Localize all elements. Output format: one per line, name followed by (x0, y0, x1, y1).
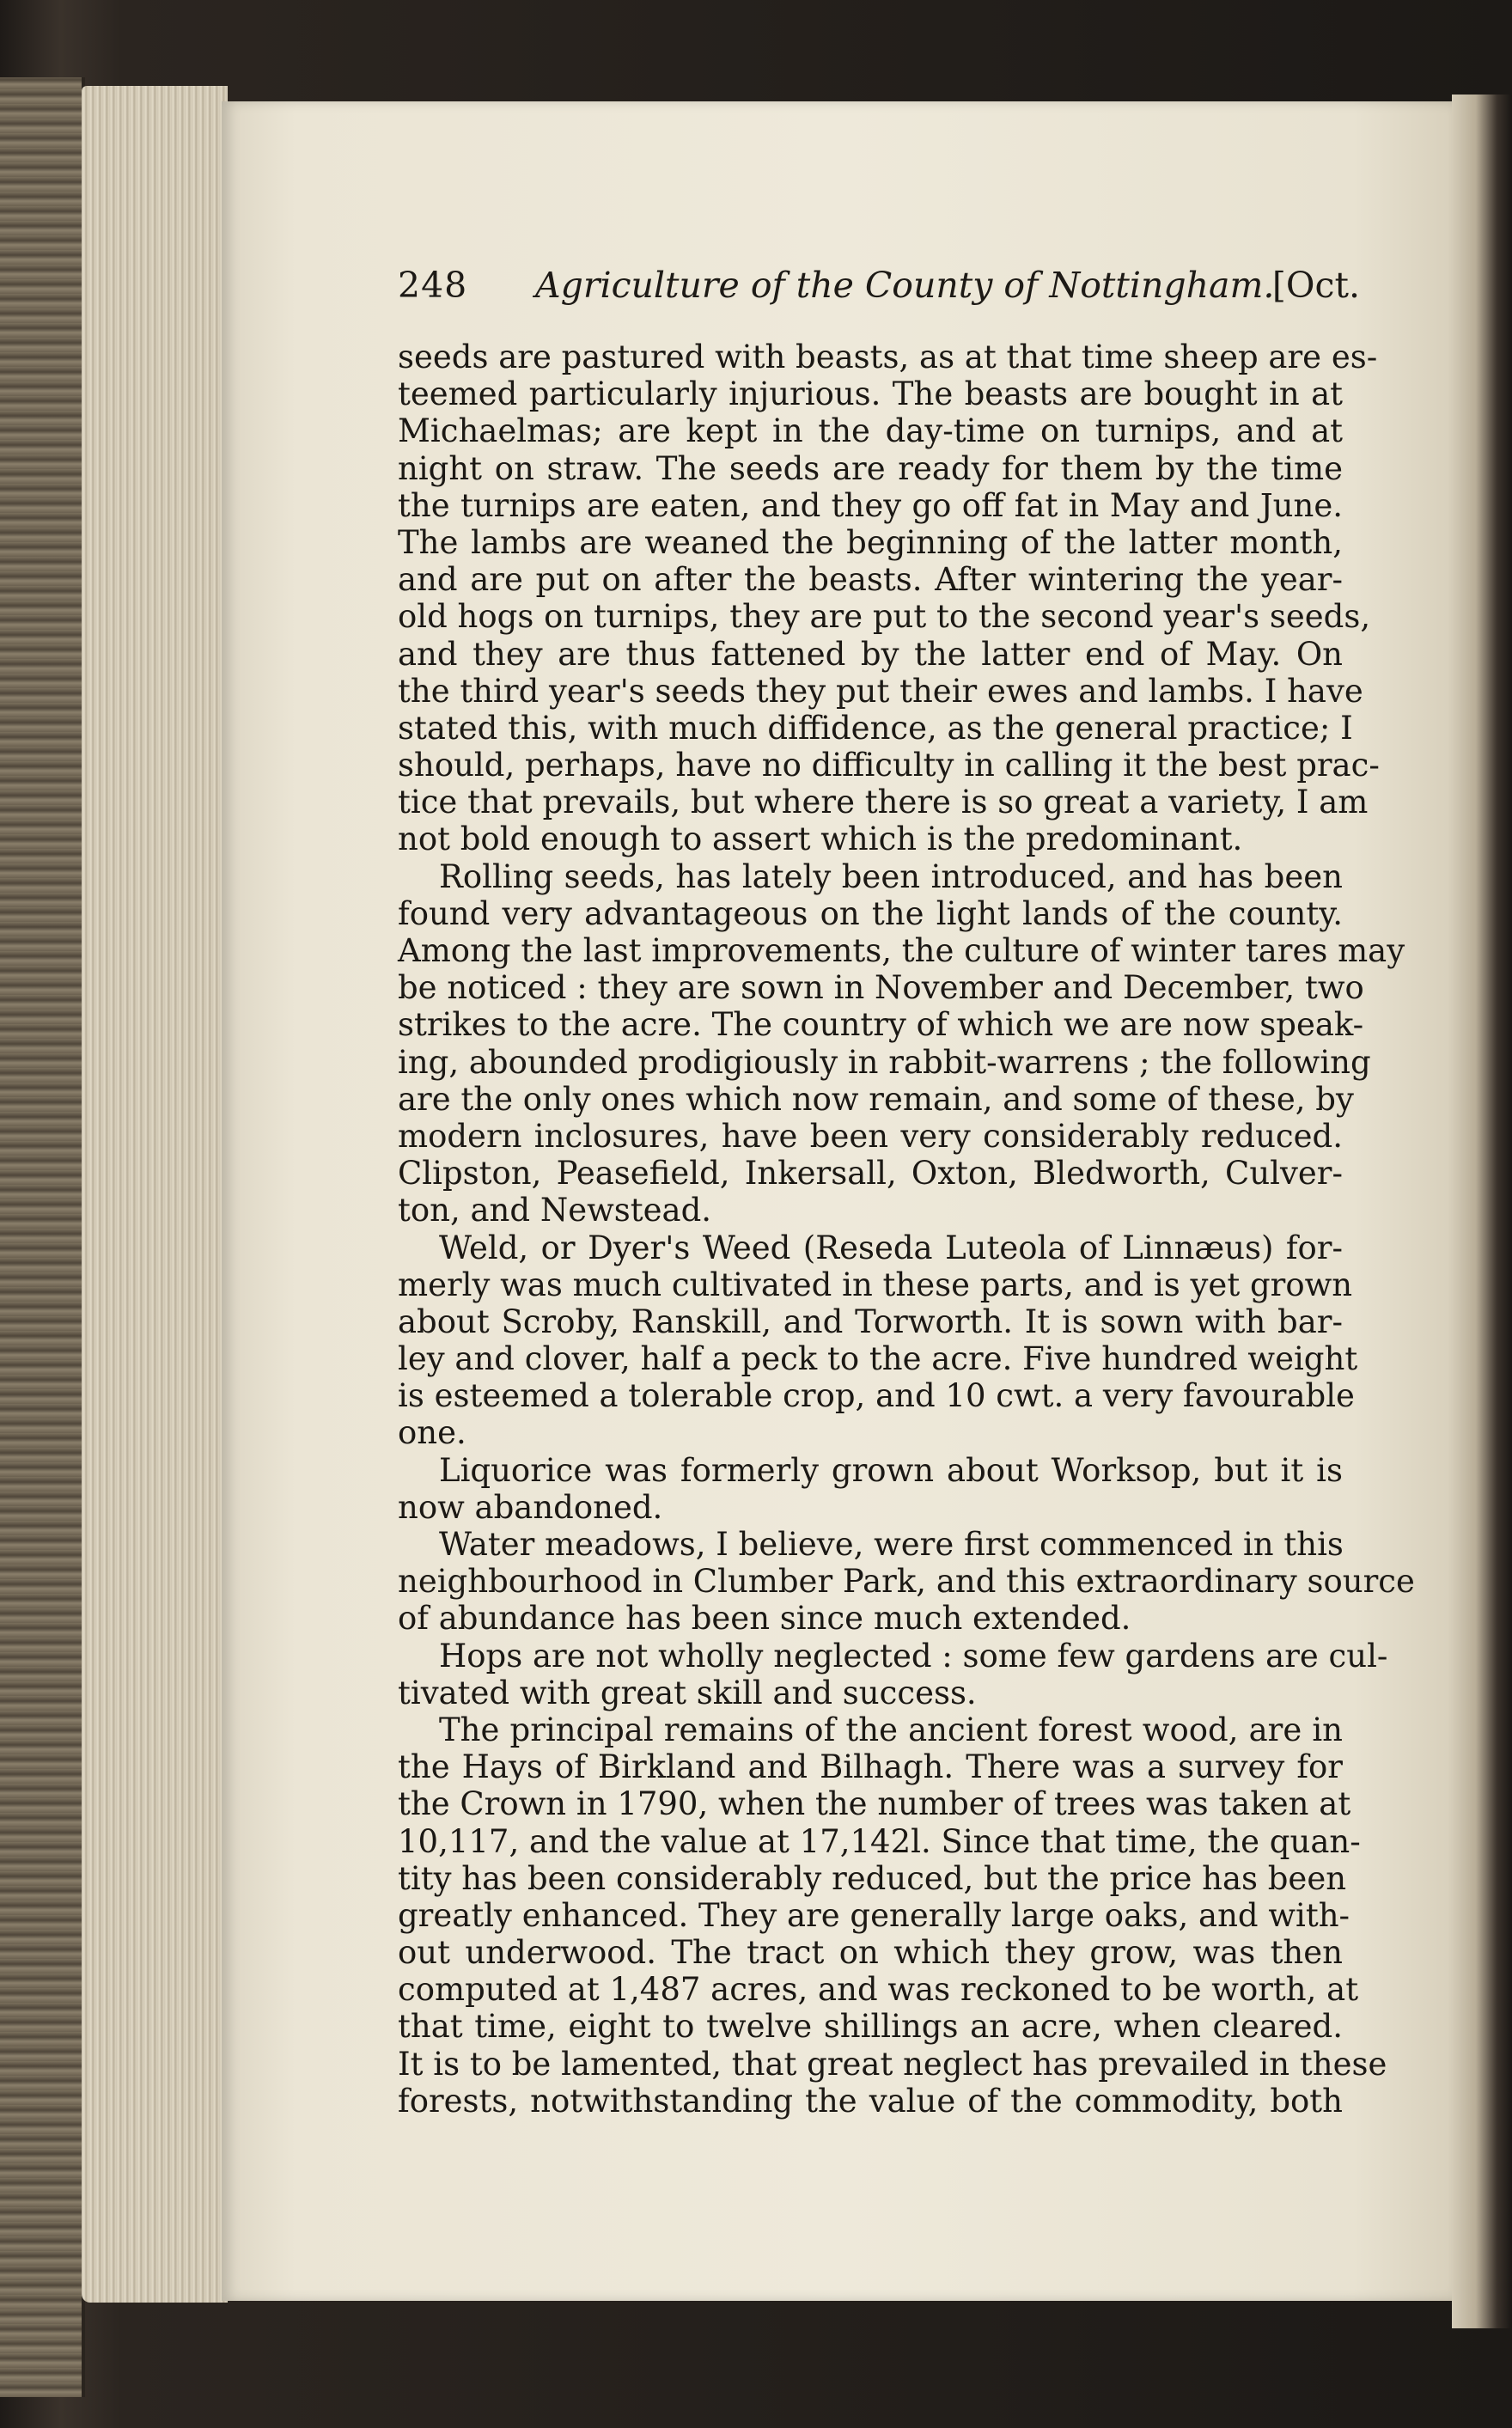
text-line: Liquorice was formerly grown about Worksop, but it is (439, 1451, 1343, 1489)
text-line: be noticed : they are sown in November and December, two (398, 969, 1364, 1007)
text-line: the Hays of Birkland and Bilhagh. There was a survey for (398, 1748, 1343, 1786)
text-line: Hops are not wholly neglected : some few gardens are cul- (439, 1637, 1388, 1675)
text-line: found very advantageous on the light lands of the county. (398, 894, 1343, 932)
text-line: Water meadows, I believe, were first commenced in this (439, 1526, 1344, 1563)
text-line: greatly enhanced. They are generally large oaks, and with- (398, 1896, 1350, 1934)
book-cover-edge (0, 77, 85, 2397)
text-line: tice that prevails, but where there is so great a variety, I am (398, 784, 1369, 821)
text-line: forests, notwithstanding the value of the commodity, both (398, 2082, 1343, 2120)
text-line: 10,117, and the value at 17,142l. Since that time, the quan- (398, 1822, 1361, 1860)
text-line: Michaelmas; are kept in the day-time on turnips, and at (398, 412, 1343, 450)
page-stack-edge (82, 86, 228, 2303)
page-number: 248 (398, 265, 468, 306)
text-line: night on straw. The seeds are ready for them by the time (398, 449, 1343, 487)
text-line: The lambs are weaned the beginning of the latter month, (398, 523, 1343, 561)
text-line: stated this, with much diffidence, as the general practice; I (398, 709, 1353, 747)
body-text (398, 339, 1415, 2120)
text-line: and they are thus fattened by the latter end of May. On (398, 635, 1343, 673)
running-title: Agriculture of the County of Nottingham. (535, 265, 1275, 306)
text-line: old hogs on turnips, they are put to the second year's seeds, (398, 598, 1371, 636)
text-line: Clipston, Peasefield, Inkersall, Oxton, Bledworth, Culver- (398, 1155, 1343, 1193)
text-line: the Crown in 1790, when the number of trees was taken at (398, 1785, 1351, 1823)
text-line: that time, eight to twelve shillings an acre, when cleared. (398, 2008, 1343, 2046)
text-line: strikes to the acre. The country of which we are now speak- (398, 1006, 1364, 1044)
text-line: the third year's seeds they put their ewes and lambs. I have (398, 672, 1363, 710)
text-line: Weld, or Dyer's Weed (Reseda Luteola of Linnæus) for- (439, 1229, 1343, 1266)
text-line: one. (398, 1414, 466, 1452)
text-line: about Scroby, Ranskill, and Torworth. It is sown with bar- (398, 1302, 1343, 1340)
text-line: ing, abounded prodigiously in rabbit-warrens ; the following (398, 1043, 1371, 1081)
text-line: Among the last improvements, the culture of winter tares may (398, 932, 1405, 969)
text-line: ton, and Newstead. (398, 1192, 712, 1229)
text-line: seeds are pastured with beasts, as at that time sheep are es- (398, 339, 1378, 375)
text-line: neighbourhood in Clumber Park, and this extraordinary source (398, 1563, 1415, 1601)
running-month: [Oct. (1271, 265, 1360, 306)
text-line: out underwood. The tract on which they grow, was then (398, 1934, 1343, 1972)
text-line: should, perhaps, have no difficulty in calling it the best prac- (398, 747, 1380, 784)
text-line: teemed particularly injurious. The beasts are bought in at (398, 375, 1343, 413)
text-line: The principal remains of the ancient forest wood, are in (439, 1711, 1343, 1748)
running-header (398, 265, 1360, 316)
text-line: not bold enough to assert which is the predominant. (398, 821, 1243, 858)
text-line: It is to be lamented, that great neglect has prevailed in these (398, 2045, 1387, 2083)
text-line: ley and clover, half a peck to the acre. Five hundred weight (398, 1340, 1358, 1378)
text-line: and are put on after the beasts. After wintering the year- (398, 561, 1343, 599)
text-line: is esteemed a tolerable crop, and 10 cwt. a very favourable (398, 1377, 1355, 1415)
text-line: computed at 1,487 acres, and was reckoned to be worth, at (398, 1971, 1359, 2009)
right-page-edge (1452, 95, 1512, 2328)
text-line: are the only ones which now remain, and some of these, by (398, 1080, 1354, 1118)
text-line: merly was much cultivated in these parts, and is yet grown (398, 1266, 1353, 1303)
text-line: the turnips are eaten, and they go off fat in May and June. (398, 486, 1343, 524)
text-line: tity has been considerably reduced, but the price has been (398, 1859, 1347, 1897)
text-line: Rolling seeds, has lately been introduced, and has been (439, 857, 1343, 895)
text-line: tivated with great skill and success. (398, 1674, 977, 1711)
text-line: now abandoned. (398, 1488, 663, 1526)
text-line: modern inclosures, have been very considerably reduced. (398, 1117, 1343, 1155)
text-line: of abundance has been since much extended. (398, 1600, 1131, 1638)
